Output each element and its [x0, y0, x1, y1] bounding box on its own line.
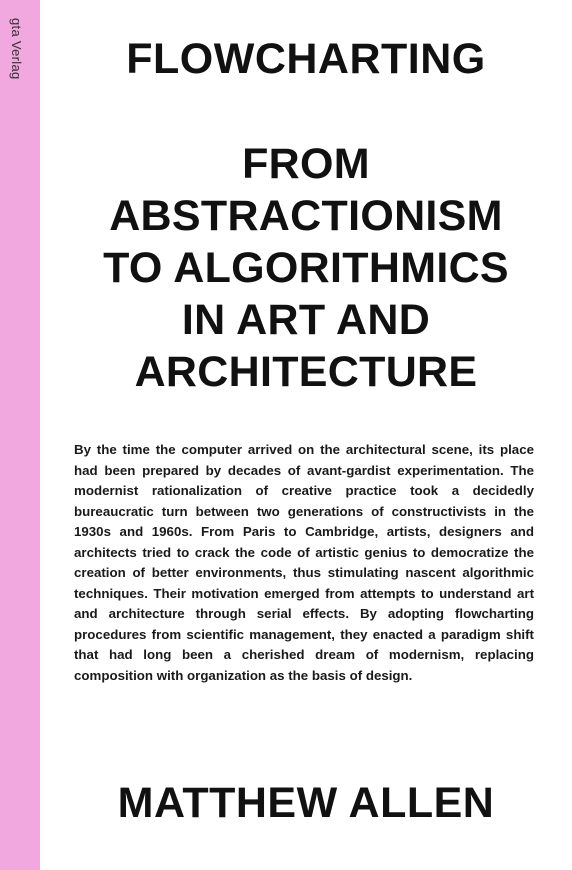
spine-strip: [0, 0, 40, 870]
subtitle-line: ARCHITECTURE: [134, 348, 478, 396]
book-subtitle: [40, 138, 572, 398]
subtitle-line: ABSTRACTIONISM: [109, 192, 503, 240]
book-description: By the time the computer arrived on the architectural scene, its place had been prepared by decades of avant-gardist experimentation. The modernist rationalization of creative practice took a decidedly bureaucratic turn between two generations of constructivists in the 1930s and 1960s. From Paris to Cambridge, artists, designers and architects tried to crack the code of artistic genius to democratize the creation of better environments, thus stimulating nascent algorithmic techniques. Their motivation emerged from attempts to understand art and architecture through serial effects. By adopting flowcharting procedures from scientific management, they enacted a paradigm shift that had long been a cherished dream of modernism, replacing composition with organization as the basis of design.: [74, 442, 534, 683]
cover-content: [40, 0, 572, 870]
subtitle-line: TO ALGORITHMICS: [103, 244, 509, 292]
publisher-name: gta Verlag: [9, 18, 24, 80]
subtitle-line: IN ART AND: [181, 296, 431, 344]
author-name: MATTHEW ALLEN: [117, 779, 495, 827]
book-title: FLOWCHARTING: [126, 35, 486, 83]
subtitle-line: FROM: [242, 140, 370, 188]
